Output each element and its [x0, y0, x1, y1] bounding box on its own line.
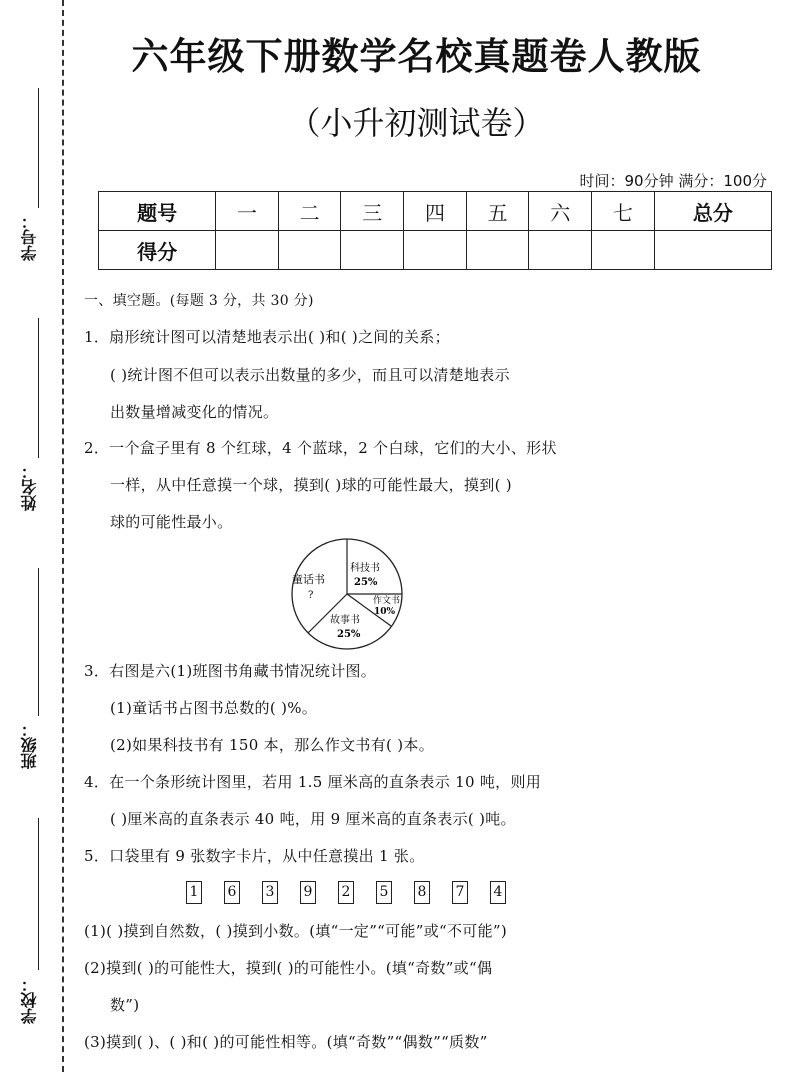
- field-line: [38, 568, 39, 716]
- score-table: [98, 191, 772, 270]
- table-row: [99, 231, 772, 270]
- number-card: 3: [262, 881, 278, 904]
- question-line: 5．口袋里有 9 张数字卡片，从中任意摸出 1 张。: [84, 847, 425, 865]
- exam-meta: 时间：90分钟 满分：100分: [579, 172, 767, 190]
- pie-value-essay: 10%: [374, 607, 396, 617]
- question-line: (3)摸到( )、( )和( )的可能性相等。(填“奇数”“偶数”“质数”: [84, 1033, 488, 1051]
- pie-value-science: 25%: [354, 577, 378, 588]
- number-card: 5: [376, 881, 392, 904]
- question-line: 2．一个盒子里有 8 个红球，4 个蓝球，2 个白球，它们的大小、形状: [84, 439, 557, 457]
- question-line: (2)摸到( )的可能性大，摸到( )的可能性小。(填“奇数”或“偶: [84, 959, 493, 977]
- number-card: 9: [300, 881, 316, 904]
- number-card: 1: [186, 881, 202, 904]
- name-label: 姓名：: [20, 463, 39, 511]
- question-line: 出数量增减变化的情况。: [110, 403, 279, 421]
- score-cell[interactable]: [654, 231, 771, 270]
- score-cell[interactable]: [278, 231, 341, 270]
- question-line: 1．扇形统计图可以清楚地表示出( )和( )之间的关系；: [84, 328, 450, 346]
- question-line: (2)如果科技书有 150 本，那么作文书有( )本。: [110, 736, 434, 754]
- score-cell[interactable]: [592, 231, 655, 270]
- question-line: 数”): [110, 996, 140, 1014]
- field-line: [38, 318, 39, 458]
- pie-value-story: 25%: [337, 629, 361, 640]
- number-card: 4: [490, 881, 506, 904]
- number-card: 7: [452, 881, 468, 904]
- question-line: (1)( )摸到自然数，( )摸到小数。(填“一定”“可能”或“不可能”): [84, 922, 508, 940]
- score-cell[interactable]: [404, 231, 467, 270]
- question-line: 3．右图是六(1)班图书角藏书情况统计图。: [84, 662, 377, 680]
- class-label: 班级：: [20, 721, 39, 769]
- number-cards: [186, 881, 506, 905]
- school-label: 学校：: [20, 976, 39, 1024]
- score-cell[interactable]: [529, 231, 592, 270]
- question-line: ( )统计图不但可以表示出数量的多少，而且可以清楚地表示: [110, 366, 510, 384]
- question-line: ( )厘米高的直条表示 40 吨，用 9 厘米高的直条表示( )吨。: [110, 810, 516, 828]
- question-line: 4．在一个条形统计图里，若用 1.5 厘米高的直条表示 10 吨，则用: [84, 773, 542, 791]
- question-line: (1)童话书占图书总数的( )%。: [110, 699, 318, 717]
- table-cell: 四: [404, 192, 467, 231]
- table-cell: 得分: [99, 231, 216, 270]
- pie-label-story: 故事书: [330, 615, 360, 626]
- question-line: 球的可能性最小。: [110, 513, 233, 531]
- question-line: 一样，从中任意摸一个球，摸到( )球的可能性最大，摸到( ): [110, 476, 512, 494]
- pie-value-fairy: ?: [308, 590, 314, 601]
- page-subtitle: （小升初测试卷）: [288, 104, 545, 142]
- book-pie-chart: [284, 538, 414, 650]
- student-number-label: 学号：: [20, 213, 39, 261]
- table-cell: 题号: [99, 192, 216, 231]
- pie-label-essay: 作文书: [373, 596, 401, 606]
- score-cell[interactable]: [216, 231, 279, 270]
- table-cell: 一: [216, 192, 279, 231]
- pie-label-fairy: 童话书: [292, 573, 325, 586]
- page-title: 六年级下册数学名校真题卷人教版: [131, 35, 702, 78]
- table-cell: 七: [592, 192, 655, 231]
- table-cell: 总分: [654, 192, 771, 231]
- table-cell: 六: [529, 192, 592, 231]
- table-cell: 二: [278, 192, 341, 231]
- number-card: 8: [414, 881, 430, 904]
- table-cell: 五: [466, 192, 529, 231]
- class-field: [14, 568, 62, 778]
- section-heading: 一、填空题。(每题 3 分，共 30 分): [84, 293, 314, 309]
- name-field: [14, 318, 62, 528]
- table-cell: 三: [341, 192, 404, 231]
- score-cell[interactable]: [341, 231, 404, 270]
- school-field: [14, 818, 62, 1038]
- number-card: 2: [338, 881, 354, 904]
- table-row: [99, 192, 772, 231]
- pie-label-science: 科技书: [350, 563, 380, 574]
- number-card: 6: [224, 881, 240, 904]
- field-line: [38, 818, 39, 970]
- score-cell[interactable]: [466, 231, 529, 270]
- binding-dashed-line: [62, 0, 64, 1072]
